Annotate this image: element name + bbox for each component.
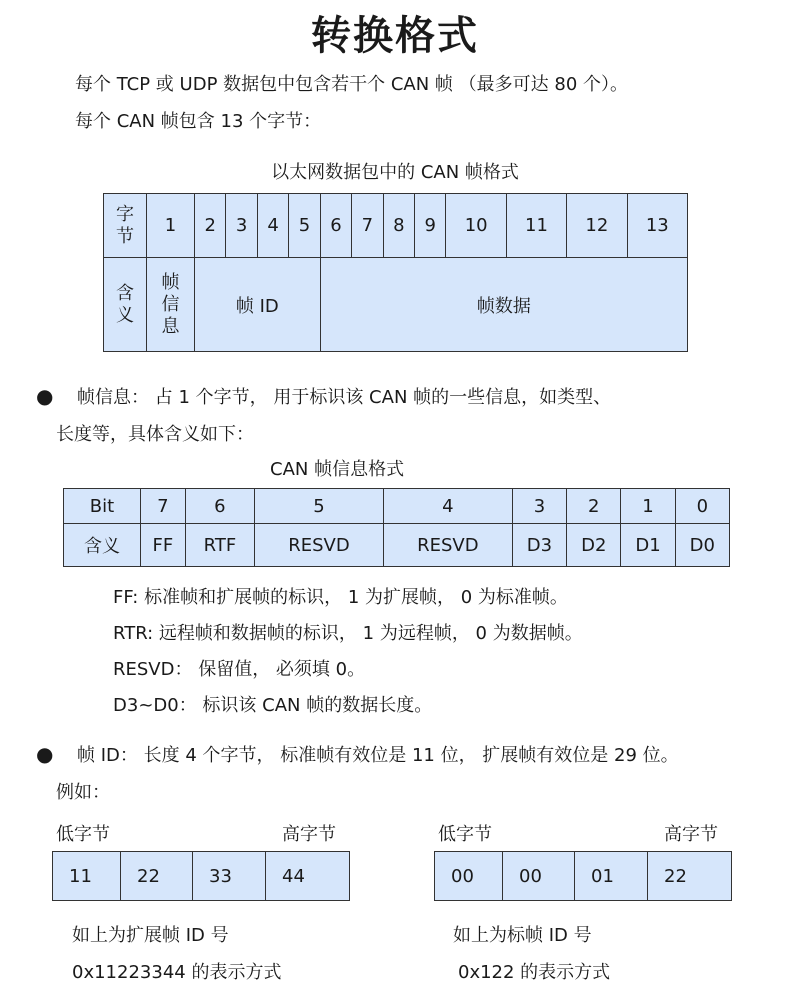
standard-id-table bbox=[434, 851, 732, 901]
byte-cell: 8 bbox=[383, 194, 414, 258]
frame-id-line-1: 帧 ID： 长度 4 个字节， 标准帧有效位是 11 位， 扩展帧有效位是 29 位。 bbox=[77, 745, 679, 766]
left-low-byte-label: 低字节 bbox=[56, 824, 110, 845]
id-byte-cell: 33 bbox=[193, 852, 266, 901]
id-byte-cell: 22 bbox=[648, 852, 732, 901]
byte-cell: 13 bbox=[627, 194, 687, 258]
frame-id-line-2: 例如： bbox=[56, 782, 110, 803]
can-info-caption: CAN 帧信息格式 bbox=[270, 459, 405, 480]
frame-info-line-1: 帧信息： 占 1 个字节， 用于标识该 CAN 帧的一些信息，如类型、 bbox=[77, 387, 612, 408]
note-rtr: RTR: 远程帧和数据帧的标识， 1 为远程帧， 0 为数据帧。 bbox=[113, 623, 583, 644]
bit-cell: 4 bbox=[383, 489, 512, 524]
frame-info-line-2: 长度等，具体含义如下： bbox=[56, 424, 254, 445]
id-byte-cell: 00 bbox=[435, 852, 503, 901]
note-resvd: RESVD： 保留值， 必须填 0。 bbox=[113, 659, 366, 680]
meaning-cell: D2 bbox=[567, 524, 621, 567]
bullet-icon: ● bbox=[36, 742, 54, 766]
bit-cell: 0 bbox=[675, 489, 729, 524]
page-title: 转换格式 bbox=[311, 13, 479, 59]
left-desc-2: 0x11223344 的表示方式 bbox=[72, 962, 282, 983]
id-byte-cell: 01 bbox=[575, 852, 648, 901]
byte-cell: 11 bbox=[506, 194, 566, 258]
byte-cell: 7 bbox=[352, 194, 383, 258]
meaning-cell: D0 bbox=[675, 524, 729, 567]
byte-cell: 6 bbox=[320, 194, 351, 258]
right-desc-1: 如上为标帧 ID 号 bbox=[453, 925, 592, 946]
left-desc-1: 如上为扩展帧 ID 号 bbox=[72, 925, 229, 946]
bit-cell: 6 bbox=[185, 489, 254, 524]
frame-info-cell: 帧信息 bbox=[147, 258, 195, 352]
meaning-header-cell: 含义 bbox=[64, 524, 141, 567]
can-info-table bbox=[63, 488, 730, 567]
meaning-cell: D1 bbox=[621, 524, 675, 567]
byte-cell: 5 bbox=[289, 194, 320, 258]
bit-header-cell: Bit bbox=[64, 489, 141, 524]
bit-cell: 3 bbox=[512, 489, 566, 524]
byte-cell: 9 bbox=[415, 194, 446, 258]
meaning-cell: D3 bbox=[512, 524, 566, 567]
id-byte-cell: 11 bbox=[53, 852, 121, 901]
eth-frame-table bbox=[103, 193, 688, 352]
bit-cell: 1 bbox=[621, 489, 675, 524]
bit-cell: 2 bbox=[567, 489, 621, 524]
meaning-cell: RTF bbox=[185, 524, 254, 567]
bit-cell: 7 bbox=[141, 489, 186, 524]
bytes-header-cell: 字节 bbox=[104, 194, 147, 258]
meaning-header-cell: 含义 bbox=[104, 258, 147, 352]
byte-cell: 1 bbox=[147, 194, 195, 258]
left-high-byte-label: 高字节 bbox=[282, 824, 336, 845]
right-low-byte-label: 低字节 bbox=[438, 824, 492, 845]
note-ff: FF: 标准帧和扩展帧的标识， 1 为扩展帧， 0 为标准帧。 bbox=[113, 587, 568, 608]
eth-table-caption: 以太网数据包中的 CAN 帧格式 bbox=[271, 162, 519, 183]
bit-cell: 5 bbox=[255, 489, 384, 524]
byte-cell: 2 bbox=[194, 194, 225, 258]
meaning-cell: RESVD bbox=[255, 524, 384, 567]
byte-cell: 3 bbox=[226, 194, 257, 258]
bullet-icon: ● bbox=[36, 384, 54, 408]
byte-cell: 10 bbox=[446, 194, 506, 258]
right-desc-2: 0x122 的表示方式 bbox=[458, 962, 611, 983]
intro-line-1: 每个 TCP 或 UDP 数据包中包含若干个 CAN 帧 （最多可达 80 个）。 bbox=[75, 74, 628, 95]
meaning-cell: RESVD bbox=[383, 524, 512, 567]
id-byte-cell: 00 bbox=[503, 852, 575, 901]
frame-id-cell: 帧 ID bbox=[194, 258, 320, 352]
extended-id-table bbox=[52, 851, 350, 901]
id-byte-cell: 44 bbox=[266, 852, 350, 901]
note-dlc: D3~D0： 标识该 CAN 帧的数据长度。 bbox=[113, 695, 433, 716]
byte-cell: 12 bbox=[567, 194, 627, 258]
id-byte-cell: 22 bbox=[121, 852, 193, 901]
frame-data-cell: 帧数据 bbox=[320, 258, 687, 352]
byte-cell: 4 bbox=[257, 194, 288, 258]
meaning-cell: FF bbox=[141, 524, 186, 567]
right-high-byte-label: 高字节 bbox=[664, 824, 718, 845]
intro-line-2: 每个 CAN 帧包含 13 个字节： bbox=[75, 111, 322, 132]
